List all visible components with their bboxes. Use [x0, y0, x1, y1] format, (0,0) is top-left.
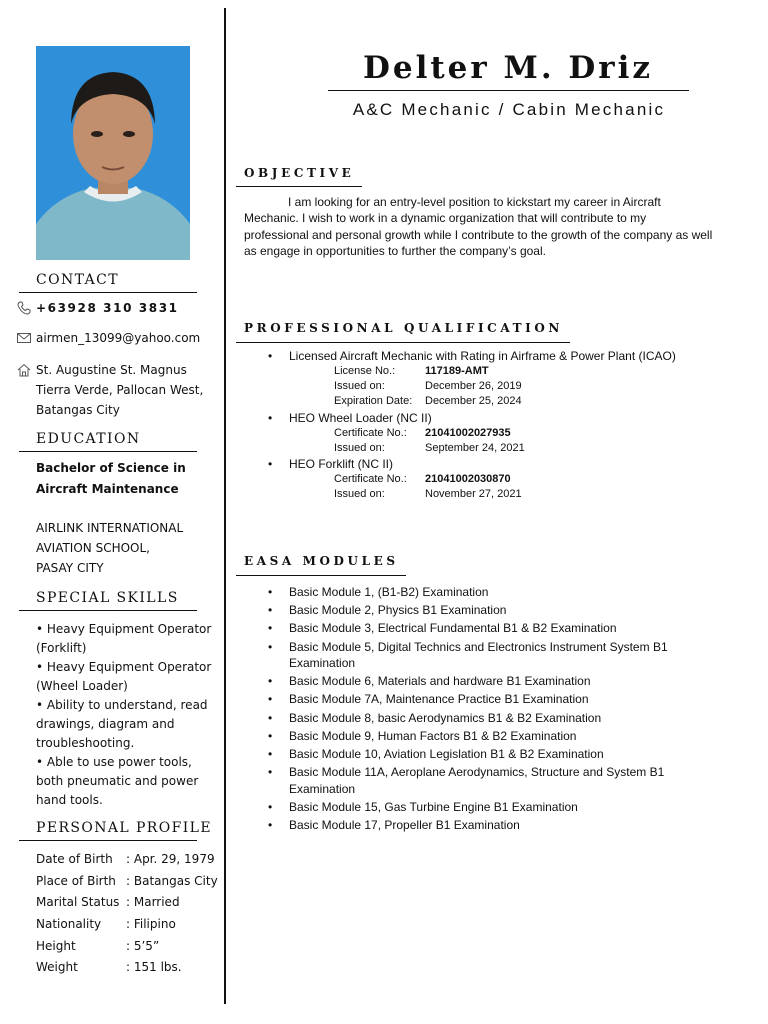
objective-rule [236, 186, 362, 187]
qualification-detail: License No.: 117189-AMT [334, 365, 489, 377]
education-rule [19, 451, 197, 452]
easa-module-item: • Basic Module 7A, Maintenance Practice B1 Examination [268, 692, 589, 707]
easa-module-item: • Basic Module 5, Digital Technics and Electronics Instrument System B1 Examination [268, 639, 668, 671]
home-icon [16, 362, 32, 378]
contact-address-row [16, 360, 203, 420]
profile-row: Marital Status : Married [36, 895, 180, 910]
skill-item: • Heavy Equipment Operator (Forklift) [36, 622, 212, 655]
candidate-title: A&C Mechanic / Cabin Mechanic [352, 100, 666, 119]
profile-row: Weight : 151 lbs. [36, 960, 182, 975]
easa-module-item: • Basic Module 2, Physics B1 Examination [268, 603, 507, 618]
qualification-detail: Issued on: December 26, 2019 [334, 380, 522, 393]
contact-phone-row [16, 300, 179, 316]
easa-rule [236, 575, 406, 576]
qualification-detail: Expiration Date: December 25, 2024 [334, 395, 522, 408]
easa-module-item: • Basic Module 10, Aviation Legislation B1 & B2 Examination [268, 747, 604, 762]
skills-heading: SPECIAL SKILLS [36, 590, 179, 606]
contact-heading: CONTACT [36, 272, 119, 288]
profile-row: Place of Birth : Batangas City [36, 873, 218, 888]
easa-module-item: • Basic Module 1, (B1-B2) Examination [268, 585, 489, 599]
easa-module-item: • Basic Module 6, Materials and hardware B1 Examination [268, 674, 591, 689]
education-degree: Bachelor of Science in Aircraft Maintenance [36, 461, 186, 496]
profile-photo [36, 46, 190, 260]
qualification-item: • HEO Wheel Loader (NC II) [268, 410, 432, 425]
qualification-heading: PROFESSIONAL QUALIFICATION [244, 321, 563, 335]
profile-row: Nationality : Filipino [36, 916, 176, 931]
skill-item: • Ability to understand, read drawings, diagram and troubleshooting. [36, 698, 208, 750]
profile-table [36, 848, 226, 978]
qualification-item: • Licensed Aircraft Mechanic with Rating in Airframe & Power Plant (ICAO) [268, 349, 676, 363]
easa-module-item: • Basic Module 11A, Aeroplane Aerodynamics, Structure and System B1 Examination [268, 765, 665, 796]
profile-heading: PERSONAL PROFILE [36, 820, 212, 836]
easa-module-item: • Basic Module 15, Gas Turbine Engine B1 Examination [268, 799, 578, 814]
easa-module-item: • Basic Module 8, basic Aerodynamics B1 & B2 Examination [268, 710, 602, 725]
qualification-list [268, 348, 748, 502]
contact-rule [19, 292, 197, 293]
qualification-detail: Certificate No.: 21041002027935 [334, 426, 511, 439]
profile-row: Date of Birth : Apr. 29, 1979 [36, 851, 215, 866]
qualification-rule [236, 342, 570, 343]
objective-text: I am looking for an entry-level position to kickstart my career in Aircraft Mechanic. I wish to work in a dynamic organization that will contribute to my professional and personal growth while I contribute to the growth of the company as well as engage in opportunities to further the company’s goal. [244, 195, 713, 259]
contact-email-row [16, 330, 200, 346]
address-line: Tierra Verde, Pallocan West, [36, 383, 204, 397]
education-school: AIRLINK INTERNATIONAL AVIATION SCHOOL, PASAY CITY [36, 521, 184, 575]
sidebar [0, 0, 224, 1024]
name-rule [328, 90, 689, 91]
easa-module-item: • Basic Module 3, Electrical Fundamental B1 & B2 Examination [268, 621, 617, 636]
phone-number[interactable]: +63928 310 3831 [36, 301, 179, 315]
address-line: Batangas City [36, 403, 120, 417]
skill-item: • Heavy Equipment Operator (Wheel Loader) [36, 660, 212, 693]
address-line: St. Augustine St. Magnus [36, 363, 187, 377]
email-address[interactable]: airmen_13099@yahoo.com [36, 331, 201, 345]
skills-rule [19, 610, 197, 611]
qualification-detail: Issued on: September 24, 2021 [334, 441, 525, 454]
easa-module-item: • Basic Module 9, Human Factors B1 & B2 Examination [268, 728, 577, 743]
qualification-detail: Certificate No.: 21041002030870 [334, 473, 511, 486]
profile-row: Height : 5’5” [36, 938, 160, 953]
easa-heading: EASA MODULES [244, 554, 399, 568]
phone-icon [16, 300, 32, 316]
easa-module-item: • Basic Module 17, Propeller B1 Examination [268, 818, 520, 833]
qualification-item: • HEO Forklift (NC II) [268, 457, 393, 472]
education-heading: EDUCATION [36, 431, 141, 447]
skills-list [36, 620, 222, 810]
skill-item: • Able to use power tools, both pneumatic and power hand tools. [36, 755, 199, 807]
profile-rule [19, 840, 197, 841]
candidate-name: Delter M. Driz [362, 50, 654, 86]
easa-module-list [268, 584, 708, 835]
objective-heading: OBJECTIVE [244, 166, 355, 180]
mail-icon [16, 330, 32, 346]
column-divider [224, 8, 226, 1004]
qualification-detail: Issued on: November 27, 2021 [334, 488, 522, 501]
